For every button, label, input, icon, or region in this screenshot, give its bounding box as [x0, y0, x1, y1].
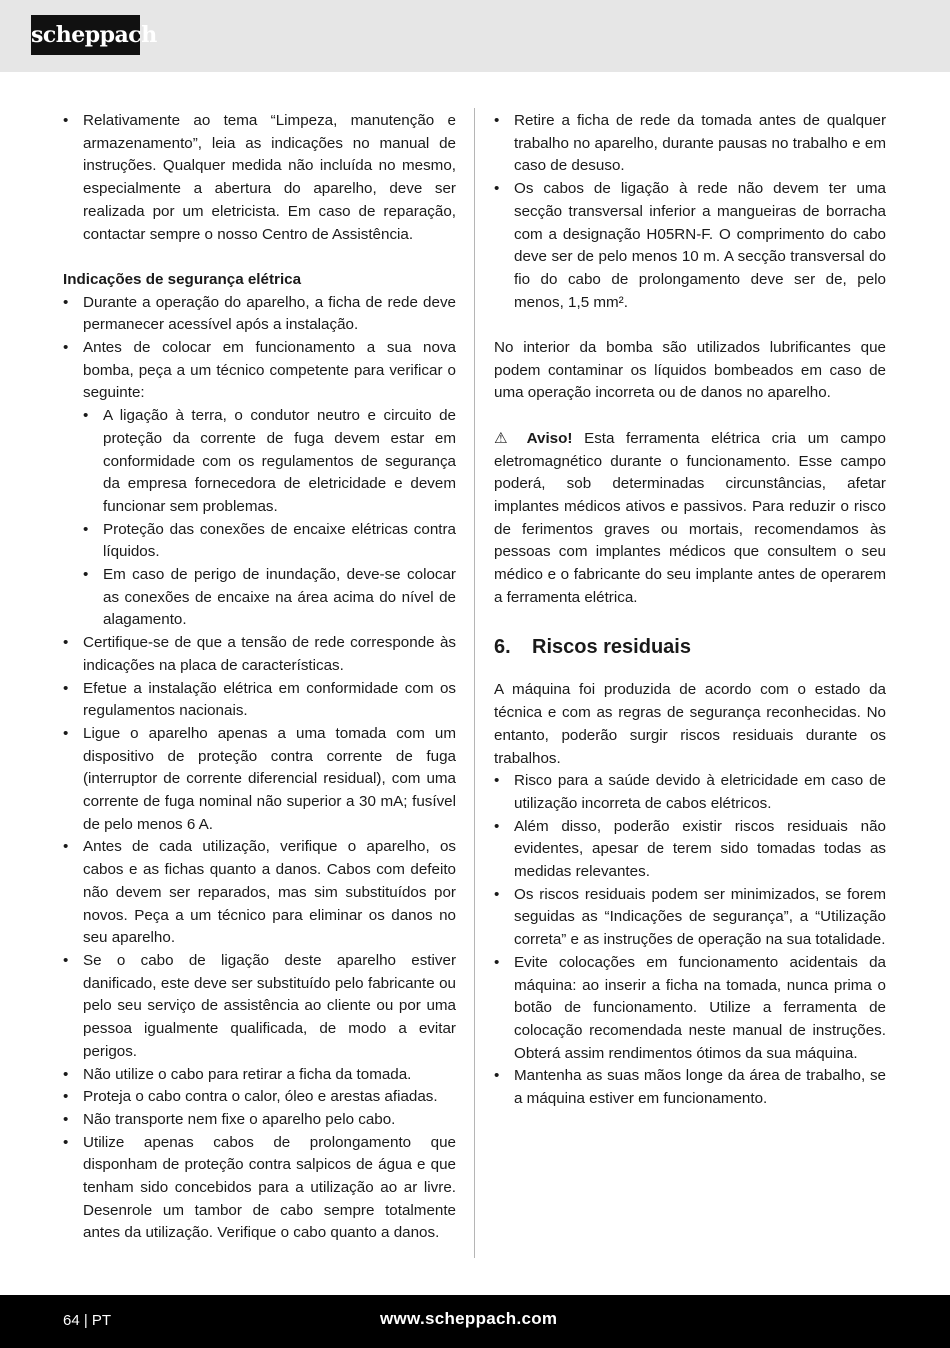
list-item: • Utilize apenas cabos de prolongamento que disponham de proteção contra salpicos de água e que tenham sido concebidos para a utilização ao ar livre. Desenrole um tambor de cabo sempre totalmente antes da utilização. Verifique o cabo quanto a danos.	[63, 1132, 456, 1246]
warning-label: Aviso!	[526, 429, 573, 447]
list-item: • Se o cabo de ligação deste aparelho estiver danificado, este deve ser substituído pelo fabricante ou pelo seu serviço de assistência ao cliente ou por uma pessoa igualmente qualificada, de modo a evitar perigos.	[63, 950, 456, 1064]
list-item: • Antes de cada utilização, verifique o aparelho, os cabos e as fichas quanto a danos. Cabos com defeito não devem ser reparados, mas sim substituídos por novos. Peça a um técnico para eliminar os danos no seu aparelho.	[63, 836, 456, 950]
sub-list-item: • A ligação à terra, o condutor neutro e circuito de proteção da corrente de fuga devem estar em conformidade com os regulamentos de segurança da empresa fornecedora de eletricidade e devem funcionar sem problemas.	[83, 405, 456, 519]
list-item: • Além disso, poderão existir riscos residuais não evidentes, apesar de terem sido tomadas todas as medidas relevantes.	[494, 816, 886, 884]
website-link[interactable]: www.scheppach.com	[380, 1309, 558, 1328]
list-item: • Durante a operação do aparelho, a ficha de rede deve permanecer acessível após a instalação.	[63, 292, 456, 337]
section-intro: A máquina foi produzida de acordo com o estado da técnica e com as regras de segurança reconhecidas. No entanto, poderão surgir riscos residuais durante os trabalhos.	[494, 681, 886, 767]
list-item: • Ligue o aparelho apenas a uma tomada com um dispositivo de proteção contra corrente de fuga (interruptor de corrente diferencial residual), com uma corrente de fuga nominal não superior a 30 mA; fusível de pelo menos 6 A.	[63, 723, 456, 837]
list-item: • Não utilize o cabo para retirar a ficha da tomada.	[63, 1064, 456, 1087]
list-item: • Efetue a instalação elétrica em conformidade com os regulamentos nacionais.	[63, 678, 456, 723]
lubricant-paragraph: No interior da bomba são utilizados lubrificantes que podem contaminar os líquidos bombeados em caso de uma operação incorreta ou de danos no aparelho.	[494, 339, 886, 402]
list-item: • Certifique-se de que a tensão de rede corresponde às indicações na placa de características.	[63, 632, 456, 677]
list-item: • Os riscos residuais podem ser minimizados, se forem seguidas as “Indicações de segurança”, a “Utilização correta” e as instruções de operação na sua totalidade.	[494, 884, 886, 952]
sub-list-item: • Em caso de perigo de inundação, deve-se colocar as conexões de encaixe na área acima do nível de alagamento.	[83, 564, 456, 632]
brand-logo: scheppach	[31, 15, 140, 55]
section-title: Riscos residuais	[532, 636, 691, 659]
column-divider	[474, 108, 475, 1258]
page-header	[0, 0, 950, 72]
left-column	[63, 110, 456, 1245]
list-item: • Retire a ficha de rede da tomada antes de qualquer trabalho no aparelho, durante pausas no trabalho e em caso de desuso.	[494, 110, 886, 178]
list-item: • Evite colocações em funcionamento acidentais da máquina: ao inserir a ficha na tomada, nunca prima o botão de funcionamento. Utilize a ferramenta de colocação recomendada neste manual de instruções. Obterá assim rendimentos ótimos da sua máquina.	[494, 952, 886, 1066]
sub-list-item: • Proteção das conexões de encaixe elétricas contra líquidos.	[83, 519, 456, 564]
warning-text: Esta ferramenta elétrica cria um campo eletromagnético durante o funcionamento. Esse campo poderá, sob determinadas circunstâncias, afetar implantes médicos ativos e passivos. Para reduzir o risco de ferimentos graves ou mortais, recomendamos às pessoas com implantes médicos que consultem o seu médico e o fabricante do seu implante antes de operarem a ferramenta elétrica.	[494, 429, 886, 606]
list-item: • Os cabos de ligação à rede não devem ter uma secção transversal inferior a mangueiras de borracha com a designação H05RN-F. O comprimento do cabo deve ser de pelo menos 10 m. A secção transversal do fio do cabo de prolongamento deve ser de, pelo menos, 1,5 mm².	[494, 178, 886, 314]
list-item: • Risco para a saúde devido à eletricidade em caso de utilização incorreta de cabos elétricos.	[494, 770, 886, 815]
section-heading	[494, 633, 886, 661]
section-number: 6.	[494, 636, 511, 659]
page-number: 64 | PT	[63, 1312, 112, 1329]
list-item: • Mantenha as suas mãos longe da área de trabalho, se a máquina estiver em funcionamento.	[494, 1065, 886, 1110]
list-item: • Não transporte nem fixe o aparelho pelo cabo.	[63, 1109, 456, 1132]
list-item: • Antes de colocar em funcionamento a sua nova bomba, peça a um técnico competente para verificar o seguinte:	[63, 337, 456, 405]
page-footer	[0, 1295, 950, 1348]
list-item: • Proteja o cabo contra o calor, óleo e arestas afiadas.	[63, 1086, 456, 1109]
warning-icon: ⚠	[494, 429, 515, 447]
right-column	[494, 110, 886, 1111]
warning-paragraph	[494, 428, 886, 610]
list-item: • Relativamente ao tema “Limpeza, manutenção e armazenamento”, leia as indicações no manual de instruções. Qualquer medida não incluída no mesmo, especialmente a abertura do aparelho, deve ser realizada por um eletricista. Em caso de reparação, contactar sempre o nosso Centro de Assistência.	[63, 110, 456, 246]
section-subheading: Indicações de segurança elétrica	[63, 270, 302, 288]
